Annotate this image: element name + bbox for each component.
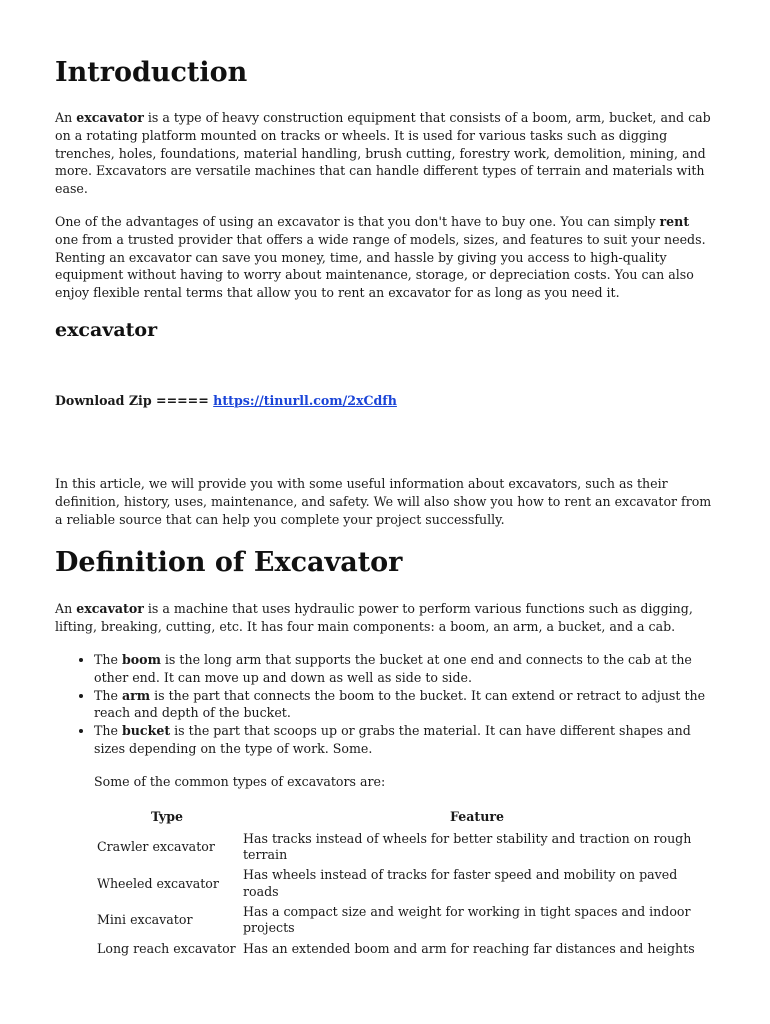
table-row xyxy=(94,902,714,939)
feature-cell: Has tracks instead of wheels for better stability and traction on rough terrain xyxy=(243,830,692,863)
download-label: Download Zip ===== xyxy=(55,393,214,408)
feature-cell: Has an extended boom and arm for reaching far distances and heights xyxy=(243,940,695,956)
excavator-types-table xyxy=(94,805,714,960)
bold-term: excavator xyxy=(76,601,144,616)
bold-term: arm xyxy=(121,687,151,703)
download-link[interactable]: https://tinurll.com/2xCdfh xyxy=(213,393,397,408)
text-run: An xyxy=(55,110,77,125)
intro-paragraph-1 xyxy=(55,109,715,198)
list-item xyxy=(94,722,715,758)
text-run: The xyxy=(94,652,122,667)
definition-heading: Definition of Excavator xyxy=(55,547,403,578)
text-run: one from a trusted provider that offers a wide range of models, sizes, and features to suit your needs. Renting an excavator can save you money, time, and hassle by giving you access to high-quality equipment without having to worry about maintenance, storage, or depreciation costs. You can also enjoy flexible rental terms that allow you to rent an excavator for as long as you need it. xyxy=(55,231,706,301)
table-row xyxy=(94,829,714,866)
bold-term: bucket xyxy=(121,723,171,739)
bold-term: boom xyxy=(121,652,161,667)
type-cell: Crawler excavator xyxy=(97,839,215,854)
list-item xyxy=(94,687,715,723)
text-run: is the long arm that supports the bucket at one end and connects to the cab at the other end. It can move up and down as well as side to side. xyxy=(94,652,692,685)
download-line xyxy=(55,392,397,410)
type-cell: Long reach excavator xyxy=(97,940,236,956)
feature-cell: Has wheels instead of tracks for faster speed and mobility on paved roads xyxy=(243,867,678,899)
intro-heading: Introduction xyxy=(55,57,248,88)
text-run: is a machine that uses hydraulic power to perform various functions such as digging, lifting, breaking, cutting, etc. It has four main components: a boom, an arm, a bucket, and a cab. xyxy=(55,601,693,634)
bold-term: excavator xyxy=(76,110,144,125)
text-run: One of the advantages of using an excavator is that you don't have to buy one. You can simply xyxy=(55,214,660,229)
types-intro: Some of the common types of excavators are: xyxy=(94,774,386,789)
definition-paragraph xyxy=(55,600,715,636)
table-row xyxy=(94,866,714,903)
article-intro-paragraph: In this article, we will provide you with some useful information about excavators, such as their definition, history, uses, maintenance, and safety. We will also show you how to rent an excavator from a reliable source that can help you complete your project successfully. xyxy=(55,476,712,527)
table-row xyxy=(94,939,714,960)
column-header-feature: Feature xyxy=(449,809,505,824)
table-header-row xyxy=(94,805,714,829)
type-cell: Wheeled excavator xyxy=(97,875,219,891)
text-run: is the part that scoops up or grabs the material. It can have different shapes and sizes depending on the type of work. Some. xyxy=(94,723,691,756)
feature-cell: Has a compact size and weight for working in tight spaces and indoor projects xyxy=(243,903,691,936)
list-item xyxy=(94,651,715,687)
text-run: An xyxy=(55,601,77,616)
excavator-heading: excavator xyxy=(55,319,158,341)
text-run: The xyxy=(94,723,122,739)
column-header-type: Type xyxy=(150,809,184,824)
components-list xyxy=(55,651,715,758)
type-cell: Mini excavator xyxy=(97,912,193,927)
text-run: The xyxy=(94,687,122,703)
text-run: is a type of heavy construction equipment that consists of a boom, arm, bucket, and cab on a rotating platform mounted on tracks or wheels. It is used for various tasks such as digging trenches, holes, foundations, material handling, brush cutting, forestry work, demolition, mining, and more. Excavators are versatile machines that can handle different types of terrain and materials with ease. xyxy=(55,110,711,197)
intro-paragraph-2 xyxy=(55,213,715,302)
bold-term: rent xyxy=(659,214,690,229)
text-run: is the part that connects the boom to the bucket. It can extend or retract to adjust the reach and depth of the bucket. xyxy=(94,687,706,721)
